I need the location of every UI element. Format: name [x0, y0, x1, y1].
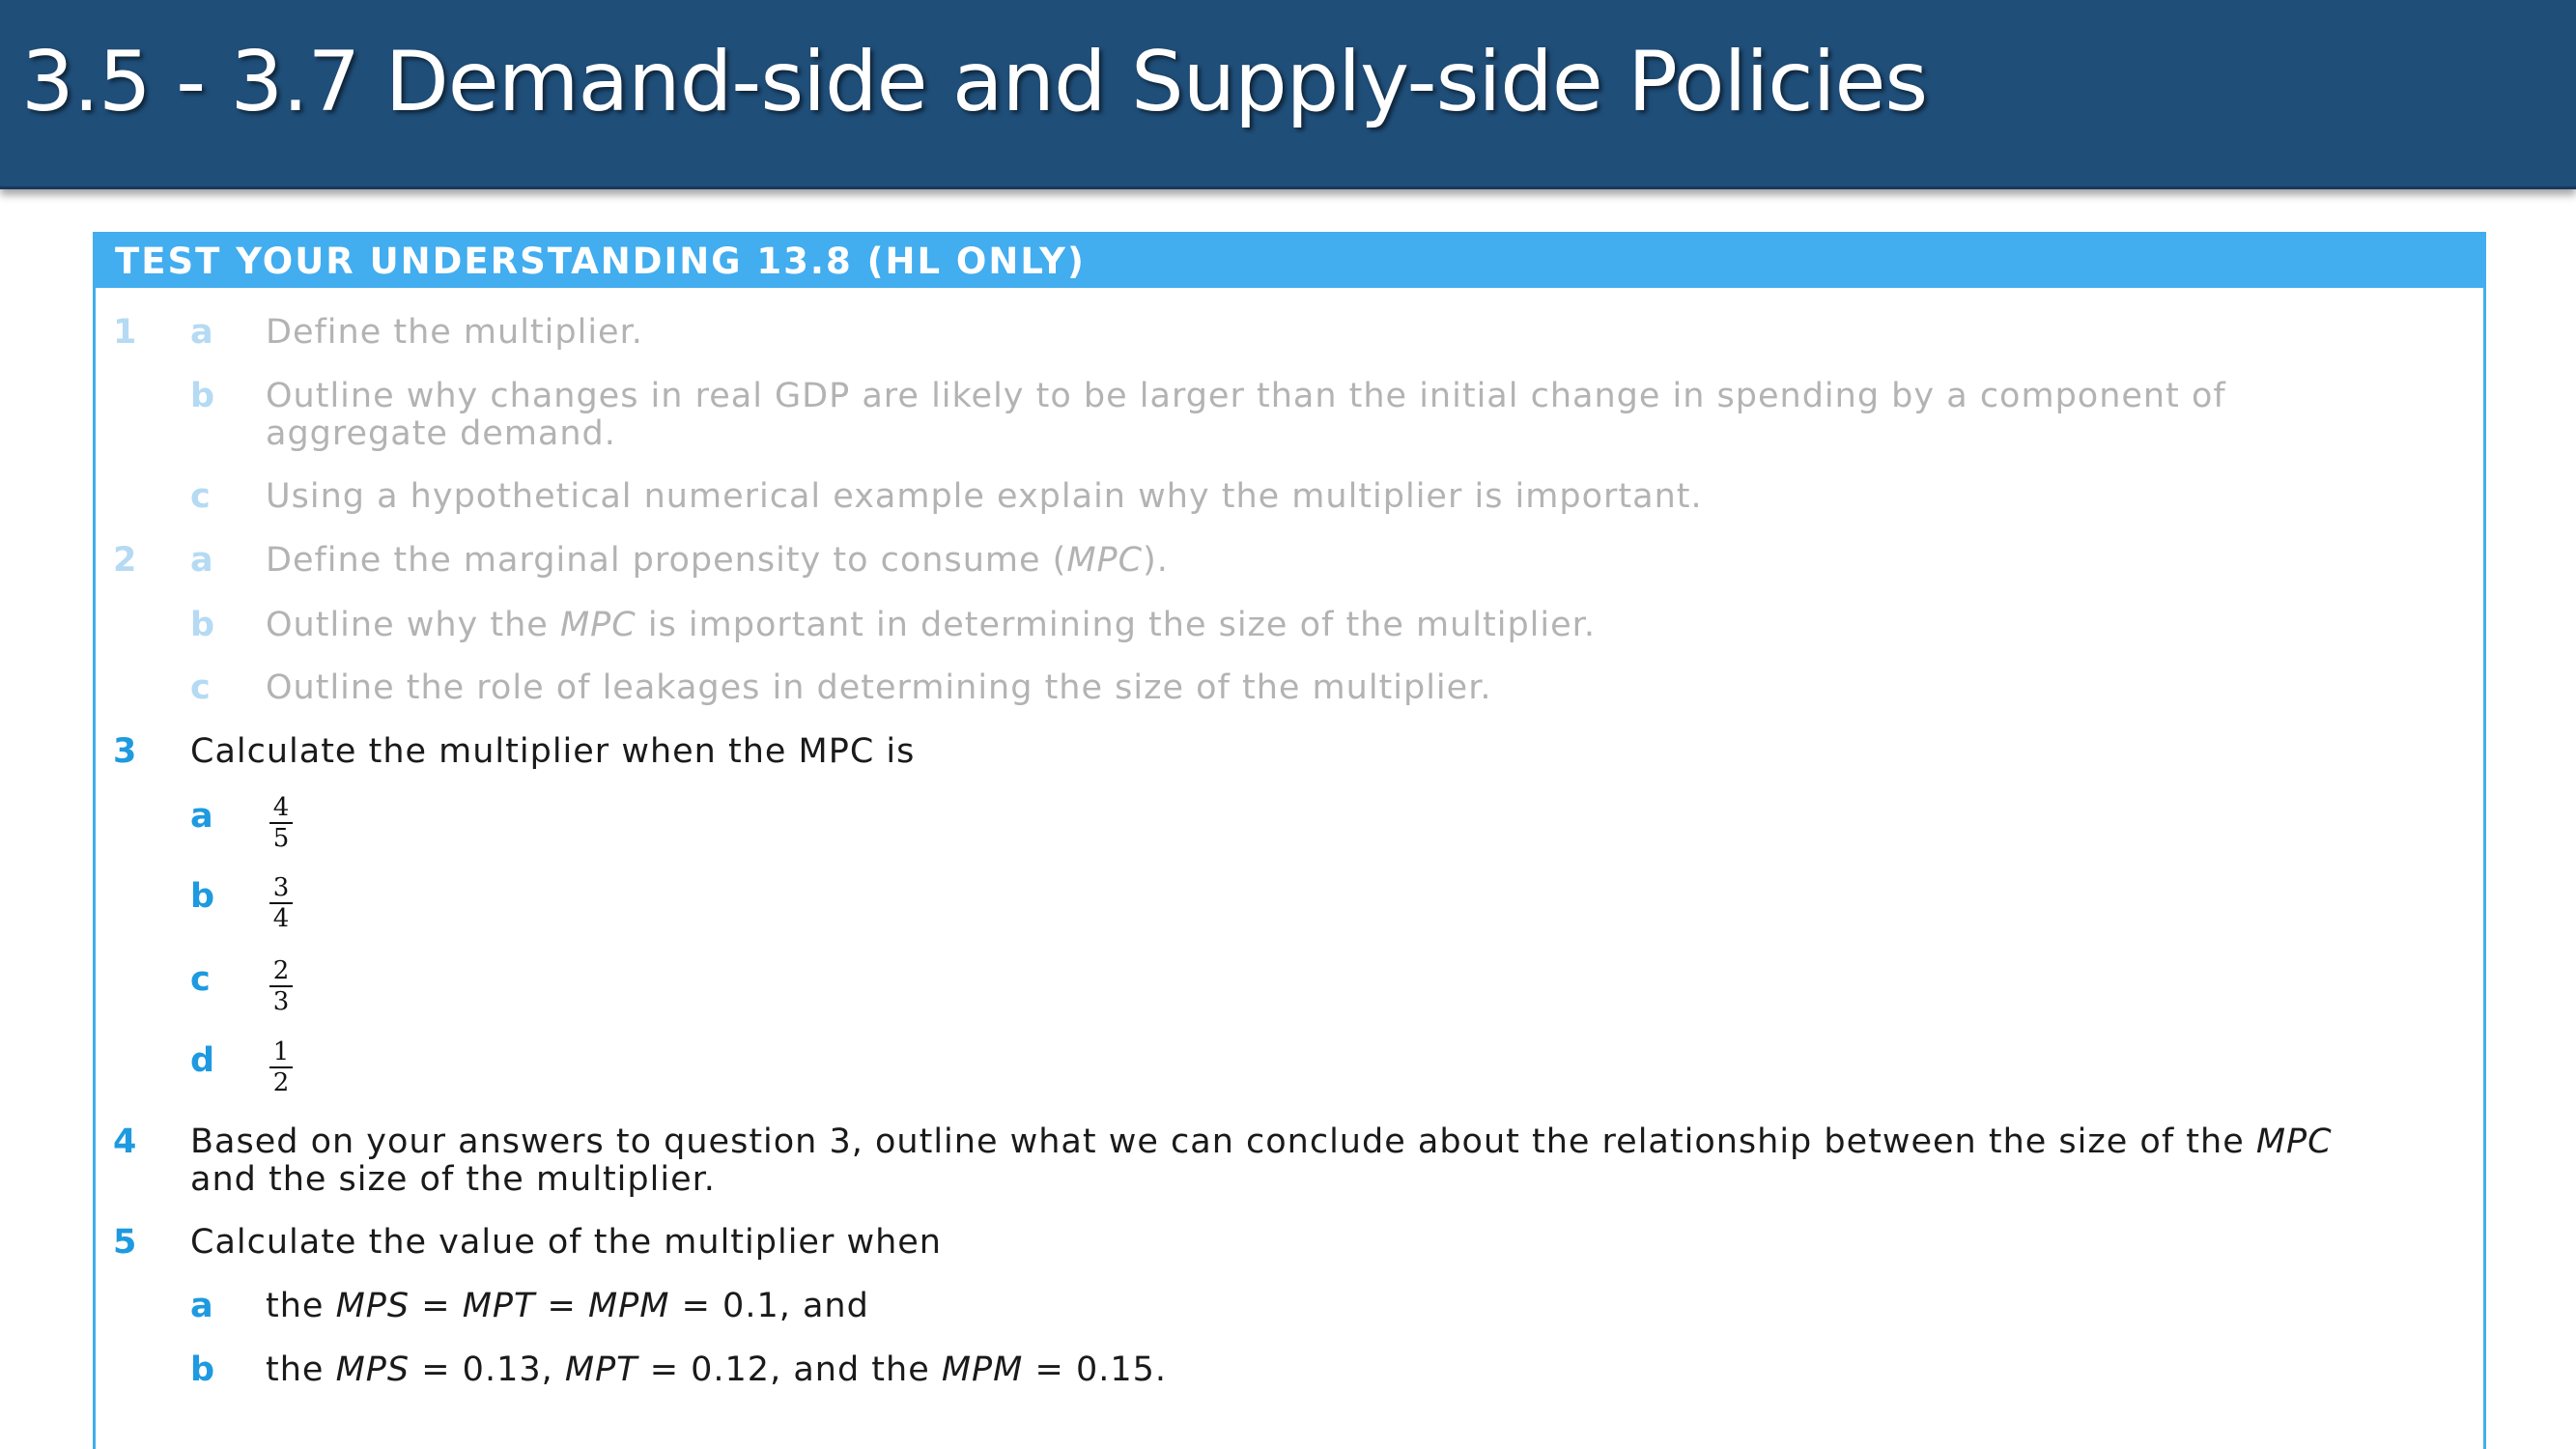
- question-number: 3: [113, 732, 138, 771]
- question-number: 5: [113, 1223, 138, 1262]
- part-text: aggregate demand.: [266, 414, 616, 453]
- box-header: [96, 232, 2483, 288]
- part-text: the MPS = 0.13, MPT = 0.12, and the MPM = 0.15.: [266, 1350, 1168, 1389]
- part-letter: c: [190, 668, 212, 707]
- question-number: 4: [113, 1122, 138, 1161]
- part-letter: a: [190, 313, 214, 352]
- fraction: 1 2: [269, 1038, 293, 1096]
- part-letter: d: [190, 1041, 216, 1080]
- question-text: Calculate the multiplier when the MPC is: [190, 732, 916, 771]
- question-number: 1: [113, 313, 138, 352]
- part-text: Outline why changes in real GDP are likely to be larger than the initial change in spending by a component of: [266, 377, 2226, 415]
- fraction: 2 3: [269, 957, 293, 1015]
- slide-title: 3.5 - 3.7 Demand-side and Supply-side Policies: [21, 34, 1928, 130]
- part-text: Outline the role of leakages in determining the size of the multiplier.: [266, 668, 1492, 707]
- question-text: and the size of the multiplier.: [190, 1160, 716, 1199]
- test-your-understanding-box: [93, 232, 2486, 1449]
- question-text: Based on your answers to question 3, outline what we can conclude about the relationship between the size of the MPC: [190, 1122, 2333, 1161]
- part-text: Define the multiplier.: [266, 313, 643, 352]
- fraction: 4 5: [269, 794, 293, 852]
- part-letter: c: [190, 960, 212, 999]
- part-text: Using a hypothetical numerical example explain why the multiplier is important.: [266, 477, 1703, 516]
- part-letter: b: [190, 606, 216, 644]
- part-text: the MPS = MPT = MPM = 0.1, and: [266, 1287, 869, 1325]
- part-text: Outline why the MPC is important in determining the size of the multiplier.: [266, 606, 1596, 644]
- part-letter: b: [190, 377, 216, 415]
- question-number: 2: [113, 541, 138, 580]
- part-letter: b: [190, 1350, 216, 1389]
- part-letter: a: [190, 541, 214, 580]
- part-letter: c: [190, 477, 212, 516]
- title-bar: [0, 0, 2576, 189]
- part-letter: a: [190, 797, 214, 836]
- part-text: Define the marginal propensity to consume (MPC).: [266, 541, 1169, 580]
- fraction: 3 4: [269, 874, 293, 932]
- part-letter: b: [190, 877, 216, 916]
- box-header-text: TEST YOUR UNDERSTANDING 13.8 (HL ONLY): [115, 241, 1086, 282]
- question-text: Calculate the value of the multiplier when: [190, 1223, 942, 1262]
- part-letter: a: [190, 1287, 214, 1325]
